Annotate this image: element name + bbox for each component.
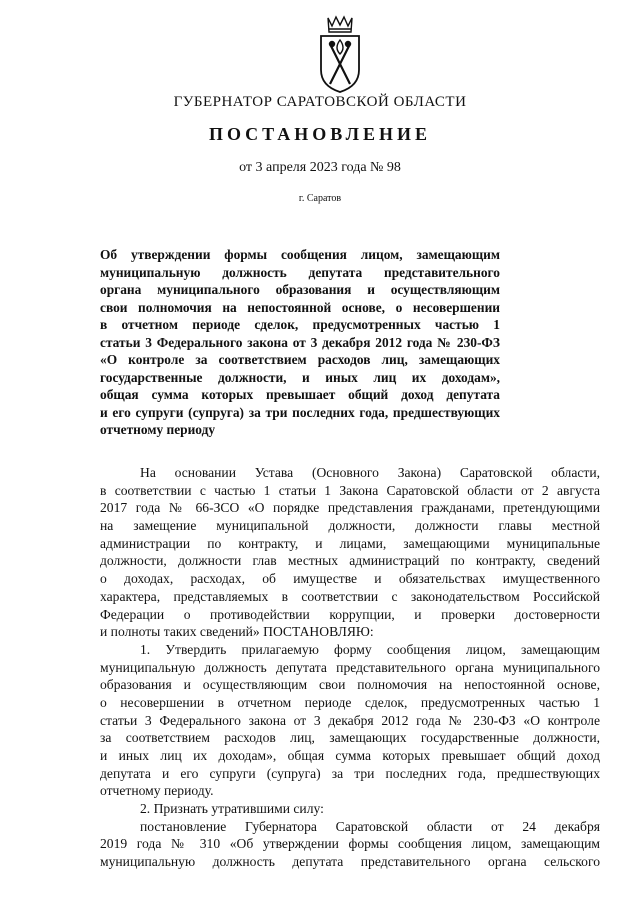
subject-line: в отчетном периоде сделок, предусмотренных частью 1 [100, 317, 500, 332]
subject-line: «О контроле за соответствием расходов лиц, замещающих [100, 352, 500, 367]
subject-line: свои полномочия на непостоянной основе, о несовершении [100, 299, 500, 315]
subject-line: Об утверждении формы сообщения лицом, замещающим [100, 247, 500, 262]
body-line: о доходах, расходах, об имуществе и обязательствах имущественного [100, 571, 600, 587]
body-line: администрации по контракту, и лицами, замещающими муниципальные [100, 535, 600, 551]
body-line: в соответствии с частью 1 статьи 1 Закона Саратовской области от 2 августа [100, 482, 600, 498]
body-line: статьи 3 Федерального закона от 3 декабря 2012 года № 230-ФЗ «О контроле [100, 712, 600, 728]
body-line: муниципальную должность депутата представительного органа муниципального [100, 659, 600, 675]
body-line: и полноты таких сведений» ПОСТАНОВЛЯЮ: [100, 624, 374, 640]
body-line: депутата и его супруги (супруга) за три последних года, предшествующих [100, 765, 600, 781]
saratov-coat-of-arms-icon [318, 14, 362, 94]
body-line: На основании Устава (Основного Закона) Саратовской области, [140, 465, 600, 480]
subject-line: государственные должности, и иных лиц их доходам», [100, 369, 500, 385]
document-city: г. Саратов [298, 193, 342, 204]
document-subject [100, 246, 500, 439]
body-line: образования и осуществляющим свои полномочия на непостоянной основе, [100, 677, 600, 693]
body-line: 2. Признать утратившими силу: [140, 801, 324, 817]
body-line: за соответствием расходов лиц, замещающих государственные должности, [100, 730, 600, 746]
issuer-title: ГУБЕРНАТОР САРАТОВСКОЙ ОБЛАСТИ [173, 94, 467, 110]
subject-line: статьи 3 Федерального закона от 3 декабря 2012 года № 230-ФЗ [100, 334, 500, 350]
document-date-number: от 3 апреля 2023 года № 98 [239, 160, 401, 175]
subject-line: отчетному периоду [100, 422, 216, 437]
body-line: Федерации о противодействии коррупции, и проверки достоверности [100, 606, 600, 622]
body-line: 2017 года № 66-ЗСО «О порядке представления гражданами, претендующими [100, 500, 600, 516]
document-type: ПОСТАНОВЛЕНИЕ [208, 124, 432, 144]
body-line: постановление Губернатора Саратовской области от 24 декабря [140, 818, 600, 834]
body-line: характера, представляемых в соответствии с законодательством Российской [100, 588, 600, 604]
body-line: отчетному периоду. [100, 783, 214, 799]
body-line: и иных лиц их доходам», общая сумма которых превышает общий доход [100, 748, 600, 763]
body-line: должности, должности глав местных администраций по контракту, сведений [100, 553, 600, 569]
subject-line: органа муниципального образования и осуществляющим [100, 282, 500, 297]
body-line: на замещение муниципальной должности, должности главы местной [100, 518, 600, 534]
body-line: о несовершении в отчетном периоде сделок, предусмотренных частью 1 [100, 694, 600, 710]
subject-line: муниципальную должность депутата представительного [100, 264, 500, 280]
subject-line: общая сумма которых превышает общий доход депутата [100, 387, 500, 402]
body-line: муниципальную должность депутата представительного органа сельского [100, 854, 600, 870]
body-line: 2019 года № 310 «Об утверждении формы сообщения лицом, замещающим [100, 836, 600, 852]
body-line: 1. Утвердить прилагаемую форму сообщения лицом, замещающим [140, 641, 600, 657]
document-body [100, 464, 600, 871]
subject-line: и его супруги (супруга) за три последних года, предшествующих [100, 404, 500, 420]
